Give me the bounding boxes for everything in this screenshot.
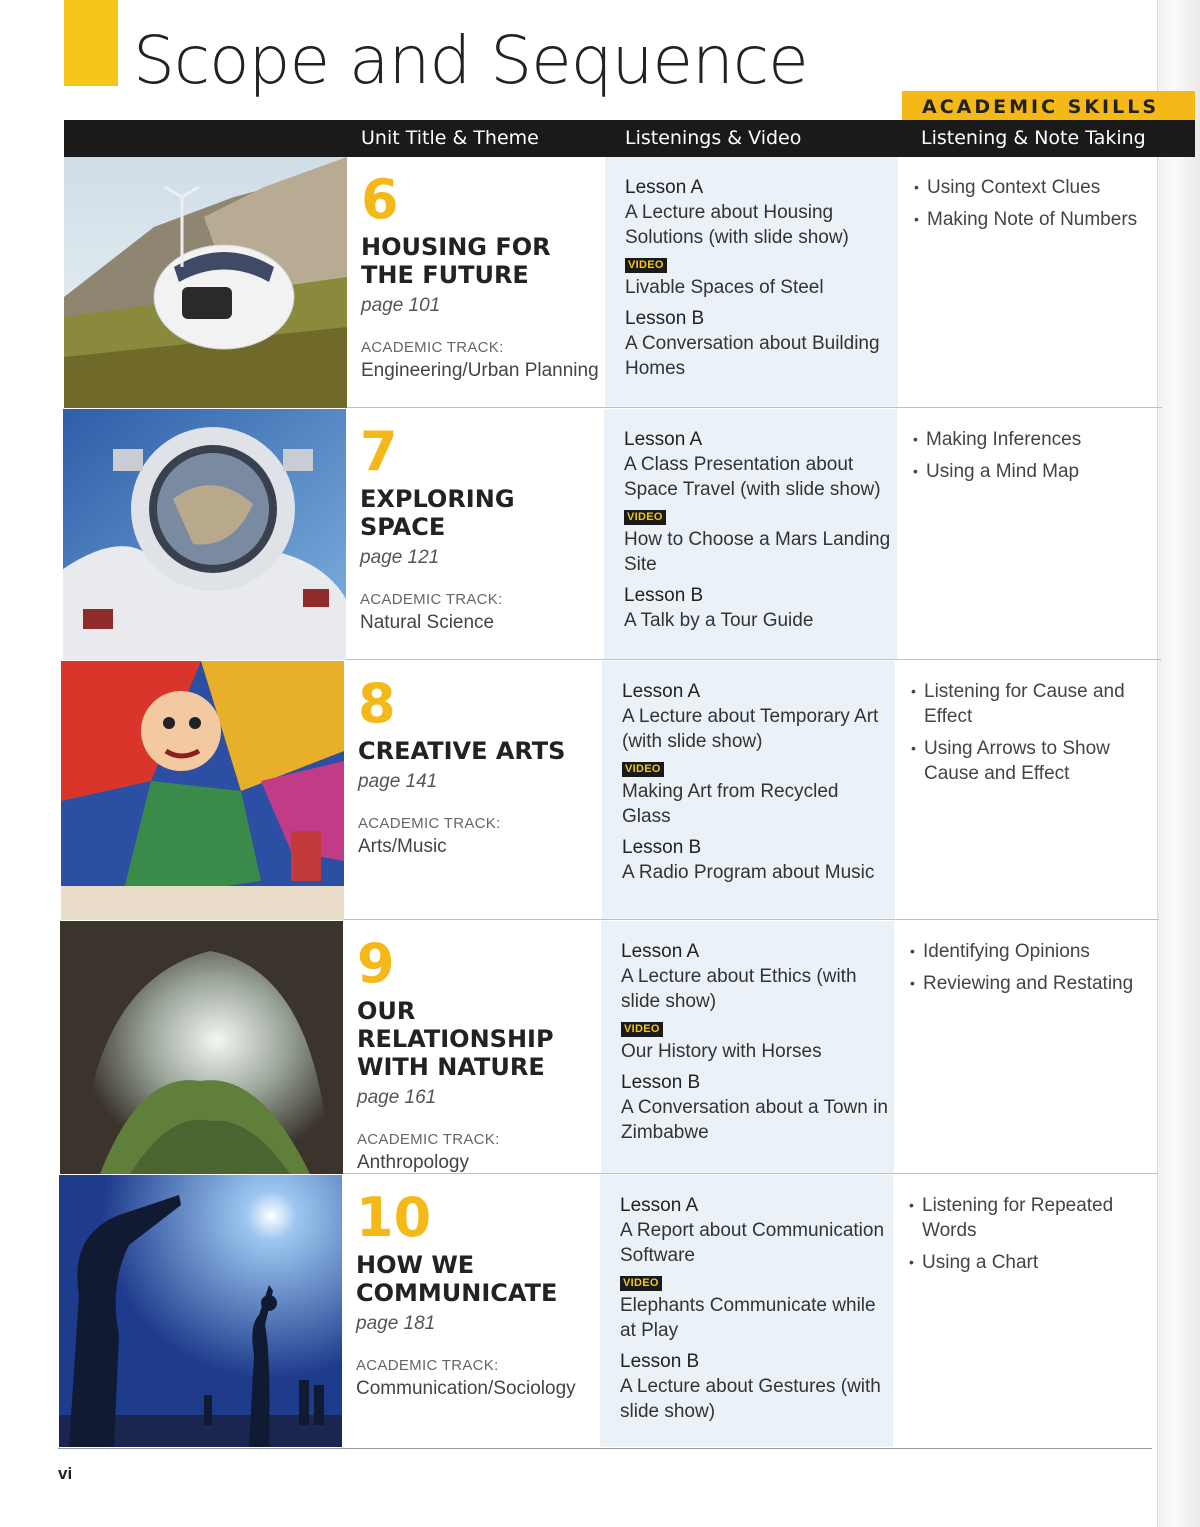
academic-track-label: ACADEMIC TRACK:: [356, 1357, 499, 1374]
skill-item: • Reviewing and Restating: [910, 971, 1150, 996]
page-title: Scope and Sequence: [133, 22, 808, 99]
skill-item: • Using Arrows to Show Cause and Effect: [911, 736, 1151, 786]
lesson-a-label: Lesson A: [620, 1195, 699, 1216]
row-divider: [343, 1173, 1158, 1174]
page-number: vi: [58, 1464, 73, 1483]
unit-title: HOW WE COMMUNICATE: [356, 1251, 558, 1307]
unit-photo-astronaut: [63, 409, 346, 660]
academic-track-label: ACADEMIC TRACK:: [358, 815, 501, 832]
video-title: Making Art from Recycled Glass: [622, 781, 839, 827]
lesson-b-label: Lesson B: [621, 1072, 701, 1093]
unit-info: [360, 420, 600, 634]
video-badge: VIDEO: [624, 510, 666, 525]
academic-track: Engineering/Urban Planning: [361, 360, 599, 381]
unit-info: [356, 1186, 596, 1400]
academic-track-label: ACADEMIC TRACK:: [361, 339, 504, 356]
unit-page: page 121: [360, 547, 440, 568]
lesson-b-text: A Talk by a Tour Guide: [624, 610, 814, 631]
listenings-video: [624, 427, 894, 633]
lesson-a-text: A Lecture about Housing Solutions (with slide show): [625, 202, 849, 248]
video-title: Our History with Horses: [621, 1041, 822, 1062]
bottom-rule: [58, 1448, 1152, 1449]
video-title: Livable Spaces of Steel: [625, 277, 824, 298]
academic-skills-banner: ACADEMIC SKILLS: [902, 91, 1195, 122]
skills-list: [910, 939, 1150, 1003]
unit-info: [361, 168, 601, 382]
table-header: [64, 120, 1195, 157]
page-edge: [1157, 0, 1200, 1527]
academic-track-label: ACADEMIC TRACK:: [357, 1131, 500, 1148]
unit-title: CREATIVE ARTS: [358, 737, 566, 765]
skills-list: [914, 175, 1154, 239]
unit-info: [357, 932, 597, 1174]
unit-number: 7: [360, 420, 398, 483]
skill-item: • Listening for Cause and Effect: [911, 679, 1151, 729]
unit-row: [59, 1175, 1157, 1447]
academic-track: Arts/Music: [358, 836, 447, 857]
unit-photo-night-sky: [59, 1175, 342, 1447]
listenings-video: [622, 679, 892, 885]
academic-track: Natural Science: [360, 612, 495, 633]
video-badge: VIDEO: [622, 762, 664, 777]
lesson-a-label: Lesson A: [625, 177, 704, 198]
skill-item: • Identifying Opinions: [910, 939, 1150, 964]
chapter-tab-marker: [64, 0, 118, 86]
header-unit-title: Unit Title & Theme: [361, 127, 539, 149]
skills-list: [913, 427, 1153, 491]
unit-title: EXPLORING SPACE: [360, 485, 515, 541]
lesson-b-label: Lesson B: [625, 308, 705, 329]
unit-row: [61, 661, 1159, 920]
lesson-a-text: A Report about Communication Software: [620, 1220, 885, 1266]
unit-number: 10: [356, 1186, 432, 1249]
unit-page: page 181: [356, 1313, 436, 1334]
unit-page: page 101: [361, 295, 441, 316]
lesson-a-label: Lesson A: [622, 681, 701, 702]
unit-row: [60, 921, 1158, 1174]
academic-track: Anthropology: [357, 1152, 469, 1173]
video-badge: VIDEO: [625, 258, 667, 273]
unit-row: [63, 409, 1161, 660]
skill-item: • Using Context Clues: [914, 175, 1154, 200]
unit-photo-festival-art: [61, 661, 344, 920]
video-badge: VIDEO: [621, 1022, 663, 1037]
lesson-b-label: Lesson B: [622, 837, 702, 858]
academic-track: Communication/Sociology: [356, 1378, 576, 1399]
video-title: How to Choose a Mars Landing Site: [624, 529, 891, 575]
lesson-b-text: A Radio Program about Music: [622, 862, 875, 883]
lesson-a-text: A Lecture about Ethics (with slide show): [621, 966, 857, 1012]
unit-title: OUR RELATIONSHIP WITH NATURE: [357, 997, 554, 1081]
listenings-video: [625, 175, 895, 381]
lesson-b-label: Lesson B: [620, 1351, 700, 1372]
lesson-a-label: Lesson A: [621, 941, 700, 962]
row-divider: [346, 659, 1161, 660]
unit-page: page 141: [358, 771, 438, 792]
video-title: Elephants Communicate while at Play: [620, 1295, 876, 1341]
header-skills: Listening & Note Taking: [921, 127, 1146, 149]
unit-number: 6: [361, 168, 399, 231]
row-divider: [347, 407, 1162, 408]
lesson-b-label: Lesson B: [624, 585, 704, 606]
skill-item: • Making Inferences: [913, 427, 1153, 452]
skill-item: • Making Note of Numbers: [914, 207, 1154, 232]
video-badge: VIDEO: [620, 1276, 662, 1291]
lesson-a-text: A Class Presentation about Space Travel (with slide show): [624, 454, 881, 500]
listenings-video: [620, 1193, 890, 1424]
unit-page: page 161: [357, 1087, 437, 1108]
unit-photo-eco-capsule: [64, 157, 347, 408]
lesson-a-label: Lesson A: [624, 429, 703, 450]
listenings-video: [621, 939, 891, 1145]
lesson-b-text: A Conversation about Building Homes: [625, 333, 880, 379]
skill-item: • Using a Chart: [909, 1250, 1149, 1275]
lesson-b-text: A Conversation about a Town in Zimbabwe: [621, 1097, 888, 1143]
header-listenings: Listenings & Video: [625, 127, 802, 149]
unit-title: HOUSING FOR THE FUTURE: [361, 233, 551, 289]
unit-info: [358, 672, 598, 858]
skills-list: [911, 679, 1151, 793]
lesson-b-text: A Lecture about Gestures (with slide show): [620, 1376, 881, 1422]
skill-item: • Using a Mind Map: [913, 459, 1153, 484]
skills-list: [909, 1193, 1149, 1282]
unit-photo-cave: [60, 921, 343, 1174]
unit-number: 9: [357, 932, 395, 995]
lesson-a-text: A Lecture about Temporary Art (with slide show): [622, 706, 879, 752]
unit-number: 8: [358, 672, 396, 735]
skill-item: • Listening for Repeated Words: [909, 1193, 1149, 1243]
row-divider: [344, 919, 1159, 920]
unit-row: [64, 157, 1162, 408]
academic-track-label: ACADEMIC TRACK:: [360, 591, 503, 608]
